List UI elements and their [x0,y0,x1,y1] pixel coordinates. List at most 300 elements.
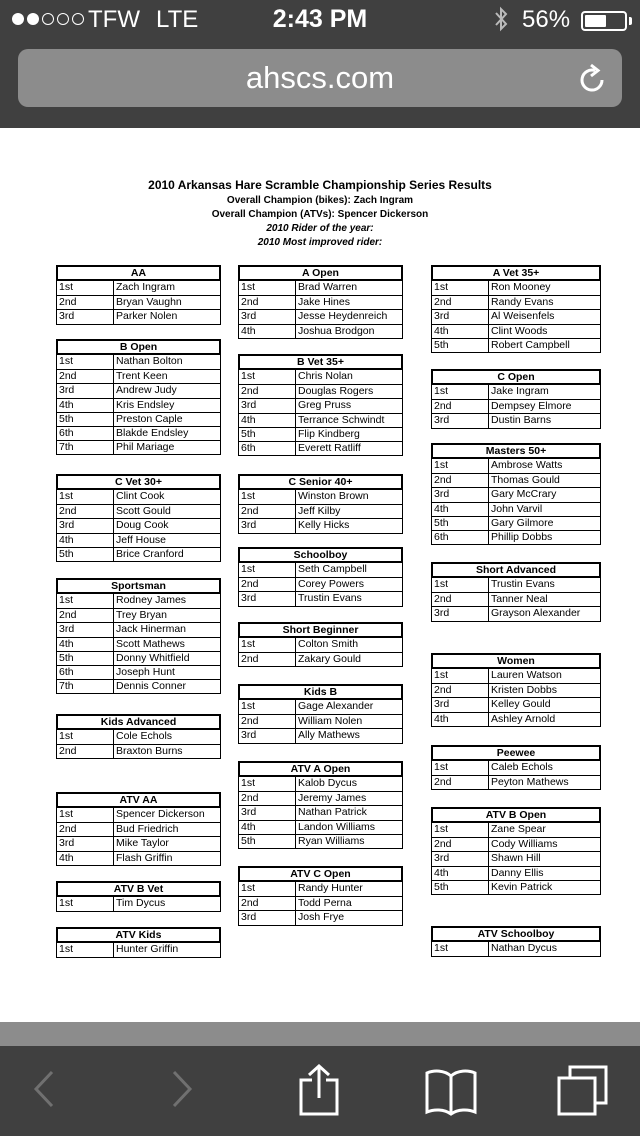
result-row [239,504,402,518]
class-title: C Senior 40+ [238,474,403,490]
result-place: 1st [432,669,489,683]
result-place: 4th [57,399,114,412]
result-rider-name: Corey Powers [298,578,364,591]
class-results-table [56,578,221,694]
result-place: 4th [432,325,489,338]
class-results-table [56,339,221,455]
class-title: ATV Kids [56,927,221,943]
result-row [432,459,600,473]
result-row [57,490,220,504]
result-rider-name: Seth Campbell [298,563,367,575]
class-results-table [431,562,601,622]
result-rider-name: Braxton Burns [116,745,183,758]
result-row [239,728,402,742]
class-title: ATV Schoolboy [431,926,601,942]
result-rider-name: Terrance Schwindt [298,413,385,426]
result-rider-name: Ron Mooney [491,281,551,293]
result-row [57,637,220,651]
result-row [432,823,600,837]
result-row [57,426,220,440]
result-row [239,834,402,848]
tabs-icon[interactable] [556,1064,610,1123]
result-row [432,530,600,544]
result-row [432,683,600,697]
result-rider-name: Chris Nolan [298,370,353,382]
result-place: 1st [432,385,489,399]
result-place: 1st [57,281,114,295]
result-row [57,851,220,865]
result-place: 4th [239,414,296,427]
battery-icon [581,11,627,31]
result-rider-name: Tanner Neal [491,593,548,606]
result-place: 1st [432,281,489,295]
result-place: 3rd [57,837,114,850]
result-row [239,714,402,728]
result-place: 3rd [432,488,489,501]
class-title: B Open [56,339,221,355]
address-bar[interactable] [18,49,622,107]
result-row [239,518,402,532]
result-row [432,712,600,726]
result-rider-name: Hunter Griffin [116,943,179,955]
result-place: 2nd [239,385,296,398]
result-row [239,324,402,338]
result-place: 6th [239,442,296,455]
result-rider-name: Caleb Echols [491,761,553,773]
result-rider-name: John Varvil [491,502,543,515]
browser-chrome-top [0,0,640,128]
result-place: 3rd [432,414,489,427]
result-rider-name: Phillip Dobbs [491,530,553,543]
result-rider-name: Cole Echols [116,730,173,742]
result-row [239,398,402,412]
class-title: A Open [238,265,403,281]
class-results-table [431,745,601,790]
result-place: 1st [432,942,489,956]
result-rider-name: Scott Gould [116,505,171,518]
result-row [57,518,220,532]
result-place: 4th [239,821,296,834]
result-place: 1st [239,882,296,896]
reload-icon[interactable] [578,62,608,99]
result-row [239,896,402,910]
result-rider-name: Dustin Barns [491,414,552,427]
result-place: 2nd [239,897,296,910]
result-row [239,805,402,819]
url-text[interactable]: ahscs.com [245,60,395,95]
class-title: B Vet 35+ [238,354,403,370]
class-results-table [431,369,601,429]
result-place: 1st [57,730,114,744]
result-row [239,777,402,791]
result-rider-name: Scott Mathews [116,637,185,650]
result-rider-name: Douglas Rogers [298,385,374,398]
result-place: 2nd [432,474,489,487]
result-rider-name: Clint Cook [116,490,165,502]
result-place: 3rd [239,519,296,532]
result-rider-name: Gage Alexander [298,700,374,712]
carrier-name: TFW [88,6,140,33]
result-row [239,490,402,504]
result-place: 4th [57,852,114,865]
result-place: 3rd [239,806,296,819]
result-rider-name: Spencer Dickerson [116,808,205,820]
result-row [432,880,600,894]
result-rider-name: Landon Williams [298,820,376,833]
rider-of-year: 2010 Rider of the year: [266,223,374,234]
result-place: 3rd [432,607,489,620]
result-rider-name: Brad Warren [298,281,358,293]
result-row [432,837,600,851]
result-row [57,679,220,693]
result-place: 3rd [57,384,114,397]
result-place: 2nd [239,653,296,666]
class-title: Women [431,653,601,669]
result-place: 1st [57,943,114,957]
result-place: 2nd [432,838,489,851]
most-improved-rider: 2010 Most improved rider: [257,237,383,248]
share-icon[interactable] [296,1064,342,1123]
result-row [239,384,402,398]
result-row [239,413,402,427]
result-row [57,808,220,822]
class-title: ATV B Open [431,807,601,823]
result-row [432,606,600,620]
result-place: 2nd [239,715,296,728]
result-row [239,591,402,605]
result-row [432,578,600,592]
result-rider-name: Jake Ingram [491,385,549,397]
class-results-table [238,761,403,849]
result-row [57,398,220,412]
result-place: 5th [57,413,114,426]
result-row [432,592,600,606]
result-place: 5th [239,428,296,441]
result-place: 1st [432,823,489,837]
result-row [57,355,220,369]
class-results-table [431,807,601,895]
status-time: 2:43 PM [272,5,368,33]
result-rider-name: Ryan Williams [298,834,365,847]
result-row [57,943,220,957]
result-rider-name: Trustin Evans [298,592,362,605]
overall-champion-bikes: Overall Champion (bikes): Zach Ingram [226,195,414,206]
result-rider-name: Shawn Hill [491,852,541,865]
class-title: ATV C Open [238,866,403,882]
result-rider-name: Al Weisenfels [491,310,555,323]
result-row [432,413,600,427]
class-title: ATV A Open [238,761,403,777]
result-row [432,295,600,309]
result-place: 3rd [432,698,489,711]
result-rider-name: Dempsey Elmore [491,400,572,413]
result-place: 4th [57,534,114,547]
result-rider-name: Everett Ratliff [298,441,361,454]
result-place: 1st [239,490,296,504]
result-place: 2nd [57,745,114,758]
result-rider-name: Doug Cook [116,519,169,532]
result-place: 1st [57,897,114,911]
result-rider-name: Robert Campbell [491,338,570,351]
result-rider-name: Randy Hunter [298,882,363,894]
result-row [432,866,600,880]
result-place: 1st [57,594,114,608]
result-row [57,822,220,836]
result-place: 5th [239,835,296,848]
result-rider-name: Kelly Hicks [298,519,350,532]
result-place: 2nd [57,823,114,836]
result-place: 1st [239,563,296,577]
class-results-table [56,881,221,912]
page-bottom-band [0,1022,640,1046]
result-row [57,440,220,454]
class-title: C Open [431,369,601,385]
result-row [57,594,220,608]
result-row [432,487,600,501]
result-rider-name: Tim Dycus [116,897,166,909]
result-rider-name: Zane Spear [491,823,546,835]
status-bar [0,0,640,40]
result-row [239,791,402,805]
result-rider-name: Flip Kindberg [298,427,360,440]
result-rider-name: Greg Pruss [298,399,352,412]
result-rider-name: Cody Williams [491,838,558,851]
result-place: 2nd [57,505,114,518]
result-rider-name: Jack Hinerman [116,623,187,636]
result-place: 1st [432,761,489,775]
result-rider-name: Trey Bryan [116,609,167,622]
result-place: 5th [432,517,489,530]
result-rider-name: Kelley Gould [491,698,551,711]
class-results-table [238,622,403,667]
result-place: 2nd [239,505,296,518]
result-place: 2nd [432,296,489,309]
result-place: 6th [432,531,489,544]
result-rider-name: Flash Griffin [116,851,173,864]
result-place: 2nd [432,776,489,789]
network-type: LTE [156,6,199,33]
result-row [239,441,402,455]
result-row [57,309,220,323]
bluetooth-icon [492,5,510,38]
result-place: 1st [239,370,296,384]
result-row [57,504,220,518]
result-rider-name: Joshua Brodgon [298,324,375,337]
result-row [239,820,402,834]
result-row [57,295,220,309]
result-row [57,412,220,426]
result-row [57,836,220,850]
class-results-table [56,474,221,562]
result-rider-name: Rodney James [116,594,187,606]
class-results-table [56,927,221,958]
result-rider-name: Phil Mariage [116,441,175,454]
result-row [239,700,402,714]
class-title: Short Advanced [431,562,601,578]
result-rider-name: Jeremy James [298,792,367,805]
class-results-table [238,474,403,534]
result-row [239,638,402,652]
result-rider-name: Zach Ingram [116,281,175,293]
result-rider-name: Jeff House [116,533,167,546]
result-rider-name: Jake Hines [298,296,350,309]
result-row [432,309,600,323]
result-place: 1st [57,808,114,822]
result-rider-name: Donny Whitfield [116,651,190,664]
class-title: C Vet 30+ [56,474,221,490]
result-place: 2nd [239,578,296,591]
result-place: 6th [57,666,114,679]
class-title: ATV B Vet [56,881,221,897]
result-row [239,427,402,441]
result-rider-name: Dennis Conner [116,680,187,693]
result-place: 3rd [239,399,296,412]
result-place: 3rd [57,519,114,532]
result-rider-name: Ashley Arnold [491,712,556,725]
result-rider-name: Danny Ellis [491,866,544,879]
result-place: 1st [239,777,296,791]
class-results-table [238,866,403,926]
results-document [0,128,640,1022]
result-place: 2nd [239,296,296,309]
result-rider-name: Colton Smith [298,638,359,650]
result-rider-name: Winston Brown [298,490,369,502]
result-rider-name: Thomas Gould [491,474,560,487]
result-rider-name: Mike Taylor [116,837,169,850]
class-title: Kids Advanced [56,714,221,730]
result-place: 2nd [57,296,114,309]
result-rider-name: Clint Woods [491,324,548,337]
battery-level-fill [585,15,606,27]
result-place: 1st [57,355,114,369]
class-title: AA [56,265,221,281]
result-place: 7th [57,441,114,454]
result-rider-name: Kalob Dycus [298,777,357,789]
result-place: 5th [432,881,489,894]
forward-arrow-icon[interactable] [168,1064,196,1119]
class-results-table [238,684,403,744]
result-row [239,882,402,896]
result-rider-name: Nathan Patrick [298,806,367,819]
result-rider-name: Kristen Dobbs [491,684,557,697]
result-row [432,281,600,295]
result-place: 3rd [239,592,296,605]
result-place: 1st [432,459,489,473]
result-row [57,547,220,561]
result-row [57,744,220,758]
result-row [57,622,220,636]
result-place: 4th [432,867,489,880]
result-rider-name: Ally Mathews [298,729,360,742]
result-rider-name: Zakary Gould [298,653,362,666]
result-row [239,910,402,924]
result-place: 5th [432,339,489,352]
result-rider-name: Jeff Kilby [298,505,341,518]
result-row [432,942,600,956]
result-row [432,338,600,352]
result-place: 7th [57,680,114,693]
bookmarks-icon[interactable] [424,1064,478,1123]
result-rider-name: Todd Perna [298,897,352,910]
result-row [57,383,220,397]
result-rider-name: Joseph Hunt [116,665,175,678]
result-place: 4th [239,325,296,338]
result-row [57,281,220,295]
result-row [57,651,220,665]
result-rider-name: Blakde Endsley [116,426,189,439]
class-title: Sportsman [56,578,221,594]
result-row [432,473,600,487]
result-place: 2nd [239,792,296,805]
result-row [57,665,220,679]
result-place: 1st [239,638,296,652]
result-place: 1st [239,281,296,295]
result-row [432,399,600,413]
battery-tip [629,17,632,25]
result-row [239,563,402,577]
result-row [57,369,220,383]
result-rider-name: Bud Friedrich [116,823,179,836]
result-row [57,608,220,622]
result-row [432,697,600,711]
result-rider-name: Kevin Patrick [491,880,553,893]
result-row [432,775,600,789]
result-row [432,669,600,683]
class-title: Masters 50+ [431,443,601,459]
result-rider-name: Preston Caple [116,412,183,425]
result-place: 3rd [57,623,114,636]
result-rider-name: Jesse Heydenreich [298,310,388,323]
result-place: 5th [57,548,114,561]
overall-champion-atvs: Overall Champion (ATVs): Spencer Dickerson [211,209,429,220]
result-row [57,533,220,547]
result-place: 5th [57,652,114,665]
result-rider-name: Grayson Alexander [491,607,581,620]
result-place: 2nd [57,609,114,622]
back-arrow-icon[interactable] [30,1064,58,1119]
result-rider-name: Gary McCrary [491,488,557,501]
result-place: 2nd [432,593,489,606]
result-row [432,516,600,530]
result-rider-name: Gary Gilmore [491,516,554,529]
result-place: 3rd [432,852,489,865]
class-results-table [238,354,403,456]
class-results-table [238,547,403,607]
class-title: A Vet 35+ [431,265,601,281]
result-place: 3rd [239,310,296,323]
result-place: 2nd [432,400,489,413]
result-row [432,502,600,516]
result-rider-name: Andrew Judy [116,384,177,397]
result-row [432,761,600,775]
result-row [239,281,402,295]
class-results-table [431,653,601,727]
result-rider-name: Nathan Dycus [491,942,557,954]
class-title: ATV AA [56,792,221,808]
result-rider-name: Bryan Vaughn [116,296,182,309]
result-rider-name: Trustin Evans [491,578,555,590]
result-place: 4th [432,503,489,516]
class-results-table [431,926,601,957]
class-title: Schoolboy [238,547,403,563]
class-title: Kids B [238,684,403,700]
result-place: 3rd [239,911,296,924]
result-rider-name: Brice Cranford [116,547,184,560]
result-place: 1st [57,490,114,504]
result-rider-name: Parker Nolen [116,310,178,323]
result-row [239,295,402,309]
result-rider-name: Peyton Mathews [491,776,569,789]
